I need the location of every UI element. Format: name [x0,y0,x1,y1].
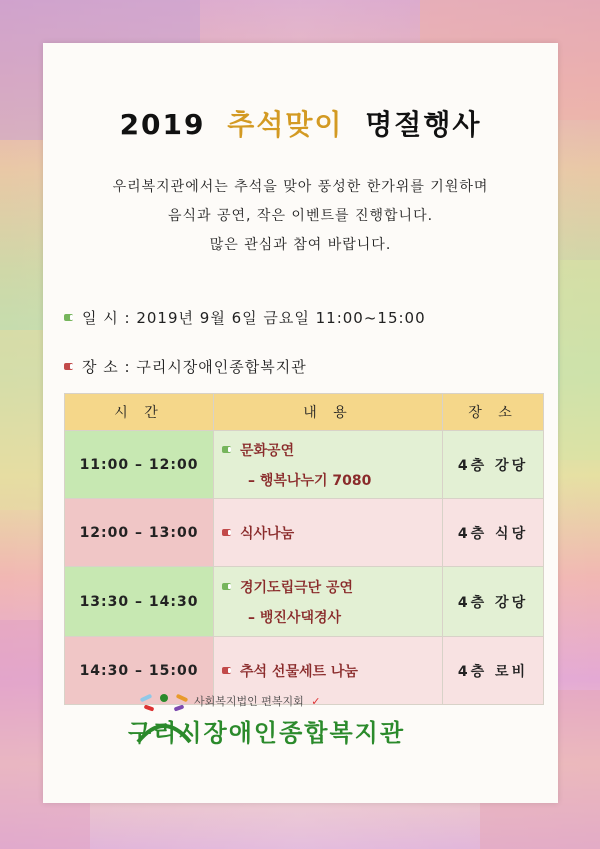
intro-text [43,173,558,260]
row-time: 14:30 – 15:00 [65,637,214,705]
row-place: 4층 식당 [443,499,544,567]
red-bullet-icon [222,667,231,674]
logo-subtitle [194,693,320,709]
logo-top-text: 사회복지법인 편복지회 [194,695,304,708]
row-time: 12:00 – 13:00 [65,499,214,567]
organization-logo [94,680,514,760]
red-bullet-icon [222,529,231,536]
content-label: 문화공연 [240,442,295,459]
table-row [65,567,544,637]
intro-line: 음식과 공연, 작은 이벤트를 진행합니다. [167,208,434,224]
header-place: 장 소 [443,394,544,431]
title-event: 명절행사 [365,108,482,141]
row-place: 4층 강당 [443,567,544,637]
content-label: 경기도립극단 공연 [240,579,354,596]
logo-name: 구리시장애인종합복지관 [128,719,406,747]
row-content [214,499,443,567]
content-label: 추석 선물세트 나눔 [240,663,358,680]
row-place: 4층 로비 [443,637,544,705]
row-time: 13:30 – 14:30 [65,567,214,637]
header-time: 시 간 [65,394,214,431]
logo-check-icon: ✓ [311,695,321,708]
intro-line: 많은 관심과 참여 바랍니다. [209,237,392,253]
green-bullet-icon [222,583,231,590]
content-label: 식사나눔 [240,525,295,542]
title-year: 2019 [119,108,206,141]
title-chuseok: 추석맞이 [227,108,344,141]
intro-line: 우리복지관에서는 추석을 맞아 풍성한 한가위를 기원하며 [112,179,489,195]
place-info [64,356,307,377]
poster-title [43,103,558,143]
date-info [64,307,426,328]
green-bullet-icon [222,446,231,453]
table-row [65,499,544,567]
date-text: 일 시 : 2019년 9월 6일 금요일 11:00~15:00 [82,309,426,327]
schedule-table [64,393,544,705]
table-header-row [65,394,544,431]
place-text: 장 소 : 구리시장애인종합복지관 [82,358,307,376]
row-place: 4층 강당 [443,431,544,499]
red-bullet-icon [64,363,73,370]
row-content [214,431,443,499]
green-bullet-icon [64,314,73,321]
table-row [65,431,544,499]
row-content [214,567,443,637]
header-content: 내 용 [214,394,443,431]
row-time: 11:00 – 12:00 [65,431,214,499]
content-sub: – 행복나누기 7080 [248,472,372,489]
content-sub: – 뱅진사댁경사 [248,609,342,626]
